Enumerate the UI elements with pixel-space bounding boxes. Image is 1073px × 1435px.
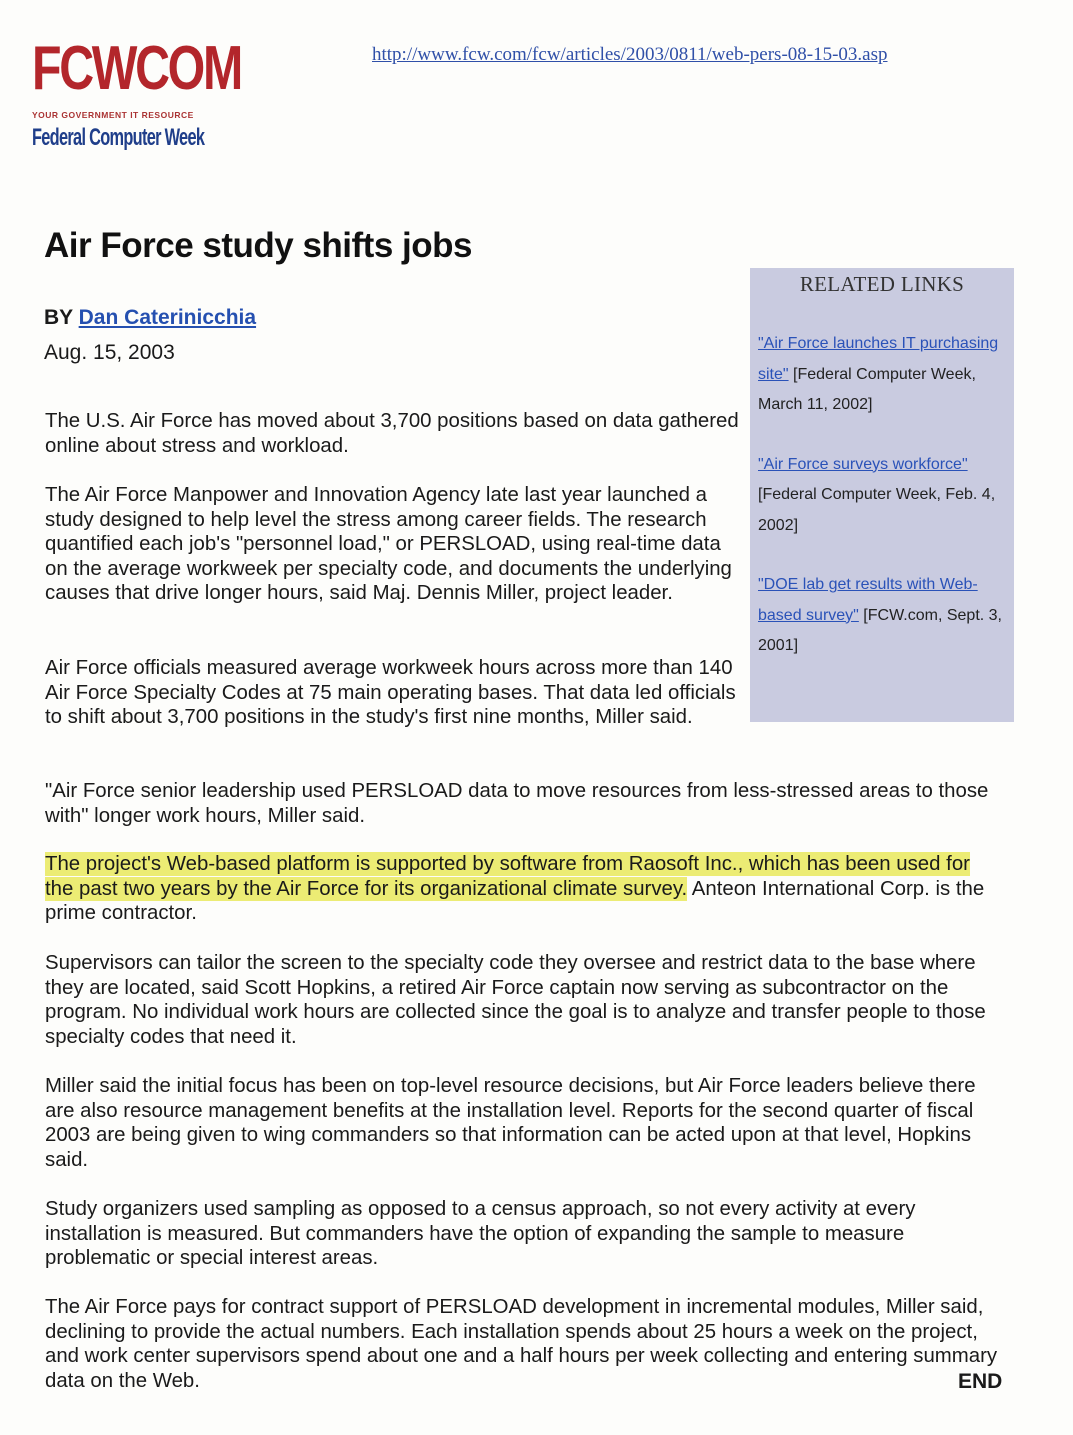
related-link-source: [Federal Computer Week, March 11, 2002] (758, 365, 976, 413)
related-links-title: RELATED LINKS (799, 272, 965, 296)
article-paragraph-1: The U.S. Air Force has moved about 3,700 positions based on data gathered online about stress and workload. (45, 410, 739, 457)
article-paragraph-7: Miller said the initial focus has been on top-level resource decisions, but Air Force leaders believe there are also resource management benefits at the installation level. Reports for the second quarter of fiscal 2003 are being given to wing commanders so that information can be acted upon at that level, Hopkins said. (45, 1075, 976, 1171)
related-links-list (758, 329, 1006, 662)
author-link[interactable]: Dan Caterinicchia (78, 306, 257, 329)
logo-tagline: YOUR GOVERNMENT IT RESOURCE (32, 110, 194, 120)
article-paragraph-6: Supervisors can tailor the screen to the specialty code they oversee and restrict data to the base where they are located, said Scott Hopkins, a retired Air Force captain now serving as subcontractor on the program. No individual work hours are collected since the goal is to analyze and transfer people to those specialty codes that need it. (45, 952, 986, 1048)
byline-prefix: BY (44, 306, 73, 329)
related-link-surveys-workforce[interactable]: "Air Force surveys workforce" (758, 455, 968, 473)
related-link-it-purchasing[interactable]: "Air Force launches IT purchasing site" (758, 335, 999, 383)
paragraph-5-rest: Anteon International Corp. is the prime contractor. (45, 877, 985, 924)
page-url[interactable]: http://www.fcw.com/fcw/articles/2003/0811/web-pers-08-15-03.asp (372, 44, 888, 65)
article-date: Aug. 15, 2003 (44, 341, 175, 364)
related-link-item (758, 450, 1006, 542)
byline (44, 306, 256, 330)
related-link-item (758, 329, 1006, 421)
article-paragraph-5 (45, 852, 990, 926)
fcw-logo[interactable] (32, 34, 241, 152)
related-link-source: [FCW.com, Sept. 3, 2001] (758, 606, 1002, 654)
logo-subtitle: Federal Computer Week (32, 124, 205, 151)
highlighted-text: The project's Web-based platform is supported by software from Raosoft Inc., which has been used for the past two years by the Air Force for its organizational climate survey. (45, 853, 970, 900)
article-paragraph-2: The Air Force Manpower and Innovation Agency late last year launched a study designed to help level the stress among career fields. The research quantified each job's "personnel load," or PERSLOAD, using real-time data on the average workweek per specialty code, and documents the underlying causes that drive longer hours, said Maj. Dennis Miller, project leader. (45, 484, 732, 604)
article-title: Air Force study shifts jobs (44, 226, 472, 265)
related-link-source: [Federal Computer Week, Feb. 4, 2002] (758, 486, 996, 534)
article-paragraph-3: Air Force officials measured average workweek hours across more than 140 Air Force Specialty Codes at 75 main operating bases. That data led officials to shift about 3,700 positions in the study's first nine months, Miller said. (45, 657, 736, 728)
article-paragraph-8: Study organizers used sampling as opposed to a census approach, so not every activity at every installation is measured. But commanders have the option of expanding the sample to measure problematic or special interest areas. (45, 1198, 916, 1269)
logo-wordmark: FCWCOM (32, 34, 241, 103)
article-paragraph-9: The Air Force pays for contract support of PERSLOAD development in incremental modules, Miller said, declining to provide the actual numbers. Each installation spends about 25 hours a week on the project, and work center supervisors spend about one and a half hours per week collecting and entering summary data on the Web. (45, 1296, 998, 1392)
related-link-doe-lab[interactable]: "DOE lab get results with Web-based survey" (758, 576, 978, 624)
related-link-item (758, 570, 1006, 662)
article-paragraph-4: "Air Force senior leadership used PERSLOAD data to move resources from less-stressed areas to those with" longer work hours, Miller said. (45, 780, 989, 827)
related-links-box (750, 268, 1014, 722)
end-marker: END (958, 1370, 1003, 1393)
